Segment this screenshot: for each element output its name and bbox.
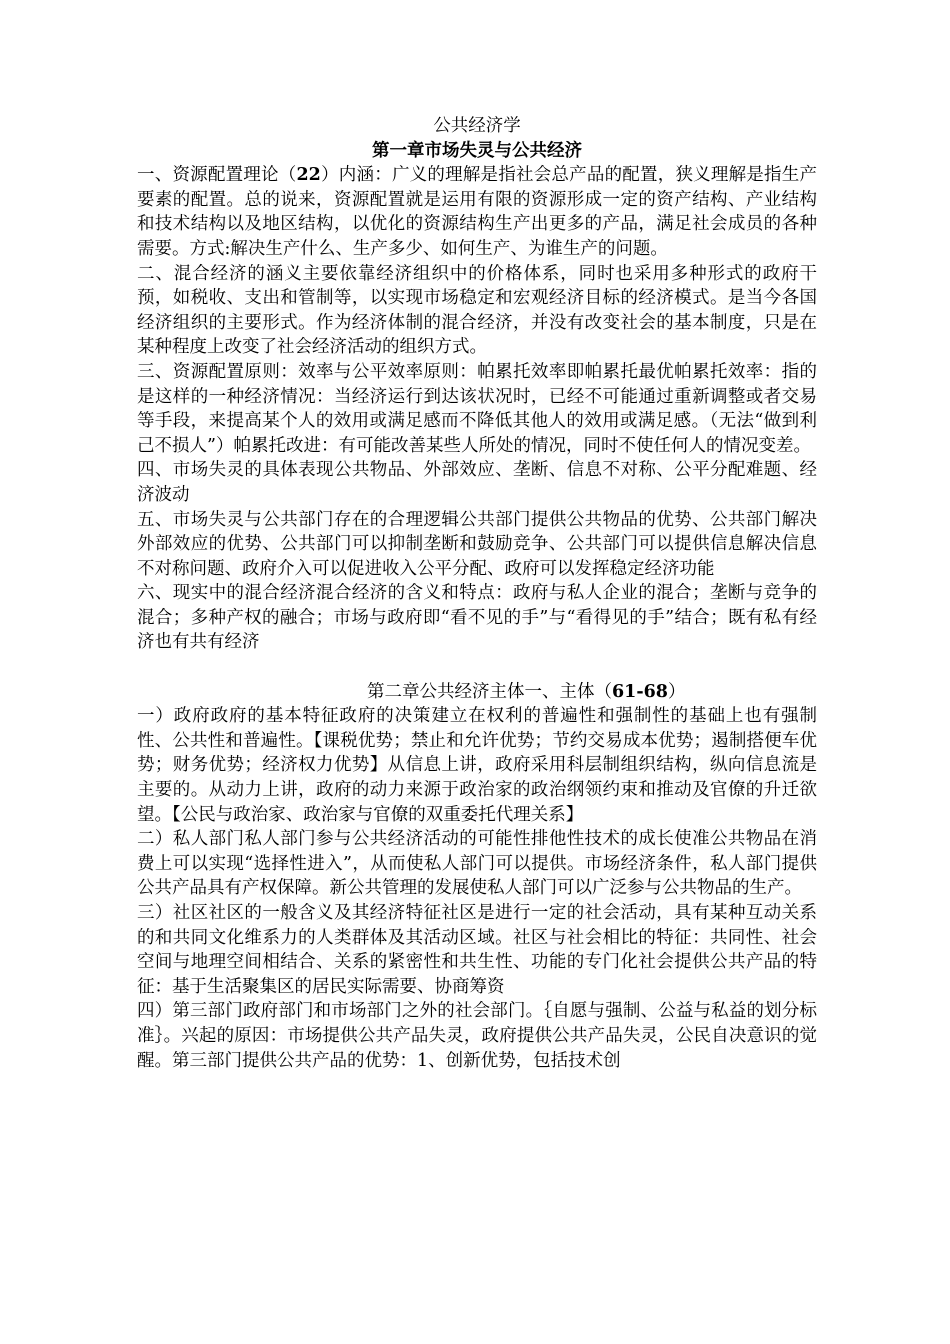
- page-reference: 61-68: [612, 681, 668, 702]
- paragraph-text: ）内涵：广义的理解是指社会总产品的配置，狭义理解是指生产要素的配置。总的说来，资源配置就是运用有限的资源形成一定的资产结构、产业结构和技术结构以及地区结构，以优化的资源结构生产出更多的产品，满足社会成员的各种需要。方式:解决生产什么、生产多少、如何生产、为谁生产的问题。: [137, 165, 818, 259]
- chapter-1-heading: 第一章市场失灵与公共经济: [372, 140, 582, 161]
- heading-text: 第二章公共经济主体一、主体（: [367, 681, 612, 702]
- paragraph-government: 一）政府政府的基本特征政府的决策建立在权利的普遍性和强制性的基础上也有强制性、公共性和普遍性。【课税优势；禁止和允许优势；节约交易成本优势；遏制搭便车优势；财务优势；经济权力优势】从信息上讲，政府采用科层制组织结构，纵向信息流是主要的。从动力上讲，政府的动力来源于政治家的政治纲领约束和推动及官僚的升迁欲望。【公民与政治家、政治家与官僚的双重委托代理关系】: [137, 706, 817, 825]
- document-body: [137, 114, 817, 1073]
- paragraph-public-sector-logic: 五、市场失灵与公共部门存在的合理逻辑公共部门提供公共物品的优势、公共部门解决外部效应的优势、公共部门可以抑制垄断和鼓励竞争、公共部门可以提供信息解决信息不对称问题、政府介入可以促进收入公平分配、政府可以发挥稳定经济功能: [137, 509, 817, 579]
- document-title: 公共经济学: [433, 116, 521, 136]
- blank-line: [137, 655, 817, 680]
- paragraph-real-mixed-economy: 六、现实中的混合经济混合经济的含义和特点：政府与私人企业的混合；垄断与竞争的混合；多种产权的融合；市场与政府即“看不见的手”与“看得见的手”结合；既有私有经济也有共有经济: [137, 583, 817, 653]
- paragraph-market-failure: 四、市场失灵的具体表现公共物品、外部效应、垄断、信息不对称、公平分配难题、经济波动: [137, 460, 817, 505]
- paragraph-resource-allocation: [137, 163, 817, 261]
- paragraph-third-sector: 四）第三部门政府部门和市场部门之外的社会部门。｛自愿与强制、公益与私益的划分标准｝。兴起的原因：市场提供公共产品失灵，政府提供公共产品失灵，公民自决意识的觉醒。第三部门提供公共产品的优势：1、创新优势，包括技术创: [137, 1001, 817, 1071]
- paragraph-mixed-economy: 二、混合经济的涵义主要依靠经济组织中的价格体系，同时也采用多种形式的政府干预，如税收、支出和管制等，以实现市场稳定和宏观经济目标的经济模式。是当今各国经济组织的主要形式。作为经济体制的混合经济，并没有改变社会的基本制度，只是在某种程度上改变了社会经济活动的组织方式。: [137, 263, 817, 358]
- paragraph-community: 三）社区社区的一般含义及其经济特征社区是进行一定的社会活动，具有某种互动关系的和共同文化维系力的人类群体及其活动区域。社区与社会相比的特征：共同性、社会空间与地理空间相结合、关系的紧密性和共生性、功能的专门化社会提供公共产品的特征：基于生活聚集区的居民实际需要、协商筹资: [137, 903, 817, 997]
- page-reference: 22: [296, 165, 321, 186]
- paragraph-private-sector: 二）私人部门私人部门参与公共经济活动的可能性排他性技术的成长使准公共物品在消费上可以实现“选择性进入”，从而使私人部门可以提供。市场经济条件，私人部门提供公共产品具有产权保障。新公共管理的发展使私人部门可以广泛参与公共物品的生产。: [137, 829, 817, 899]
- paragraph-text: 一、资源配置理论（: [137, 165, 297, 186]
- paragraph-allocation-principles: 三、资源配置原则：效率与公平效率原则：帕累托效率即帕累托最优帕累托效率：指的是这样的一种经济情况：当经济运行到达该状况时，已经不可能通过重新调整或者交易等手段，来提高某个人的效用或满足感而不降低其他人的效用或满足感。（无法“做到利己不损人”）帕累托改进：有可能改善某些人所处的情况，同时不使任何人的情况变差。: [137, 361, 817, 456]
- chapter-2-heading: [137, 680, 817, 705]
- heading-text: ）: [667, 681, 686, 702]
